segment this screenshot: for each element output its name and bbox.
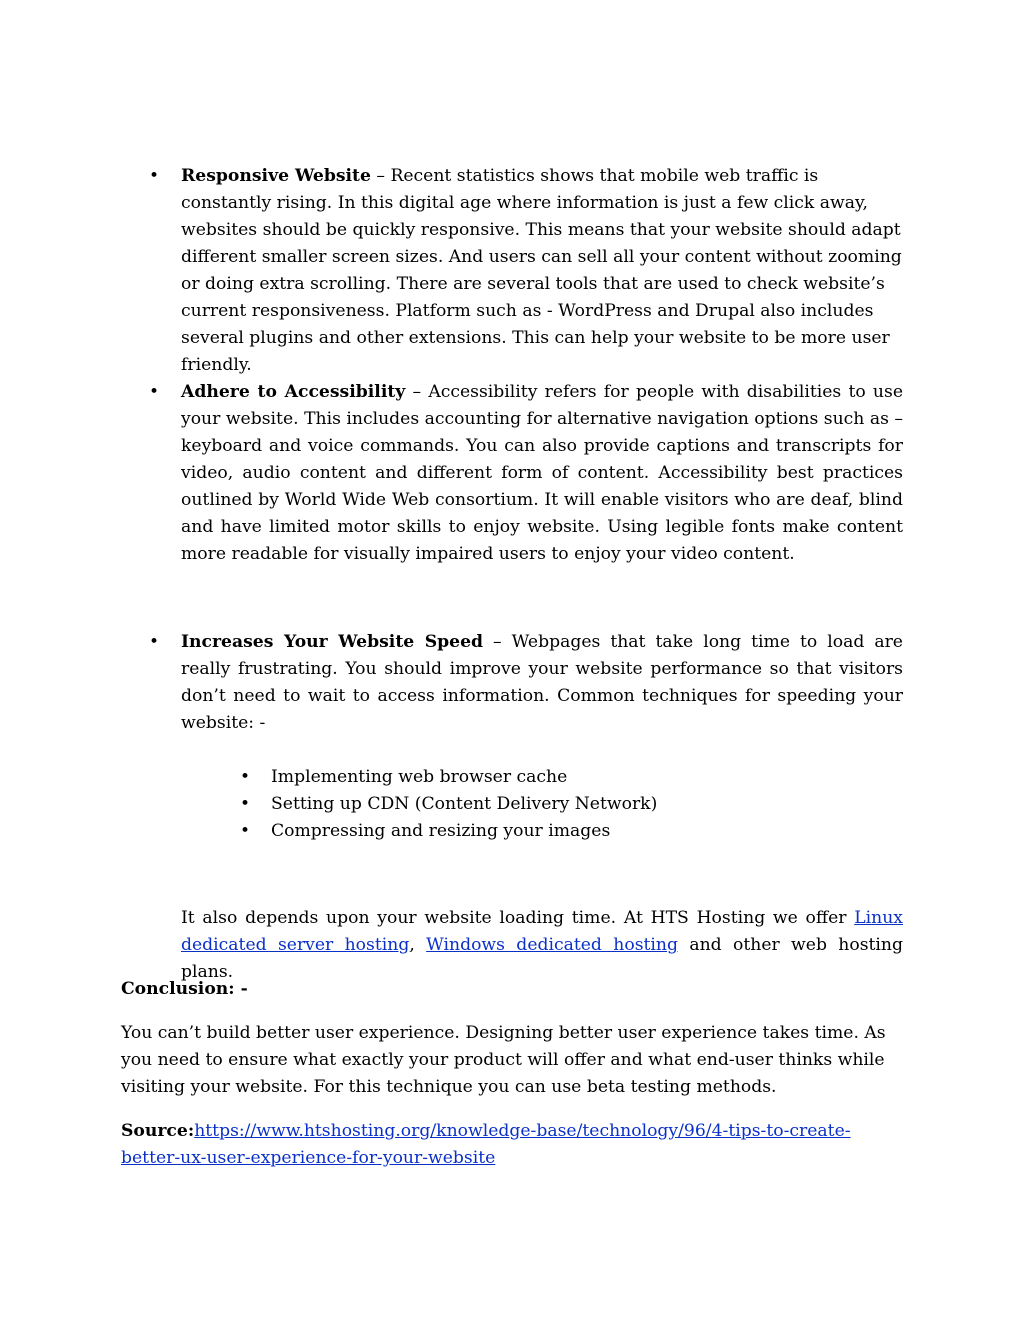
conclusion-heading: Conclusion: - (121, 979, 248, 999)
sub-bullet-item: Setting up CDN (Content Delivery Network) (271, 794, 658, 814)
source-line (121, 1118, 881, 1172)
windows-dedicated-hosting-link[interactable]: Windows dedicated hosting (426, 935, 678, 955)
bullet-text: – Recent statistics shows that mobile web traffic is constantly rising. In this digital age where information is just a few click away, websites should be quickly responsive. This means that your website should adapt different smaller screen sizes. And users can sell all your content without zooming or doing extra scrolling. There are several tools that are used to check website’s current responsiveness. Platform such as - WordPress and Drupal also includes several plugins and other extensions. This can help your website to be more user friendly. (181, 166, 902, 375)
sub-bullet-item: Implementing web browser cache (271, 767, 568, 787)
source-url-link[interactable]: https://www.htshosting.org/knowledge-base/technology/96/4-tips-to-create-better-ux-user-experience-for-your-website (121, 1121, 851, 1168)
sub-bullet-marker: • (240, 794, 251, 814)
bullet-title: Increases Your Website Speed (181, 632, 484, 652)
bullet-marker: • (149, 166, 160, 186)
linux-dedicated-hosting-link[interactable]: Linux dedicated server hosting (181, 908, 903, 955)
hosting-text-between: , (409, 935, 427, 955)
bullet-website-speed (181, 629, 903, 737)
sub-bullet-marker: • (240, 767, 251, 787)
hosting-text-before: It also depends upon your website loading time. At HTS Hosting we offer (181, 908, 855, 928)
sub-bullet-item: Compressing and resizing your images (271, 821, 611, 841)
bullet-text: – Accessibility refers for people with disabilities to use your website. This includes accounting for alternative navigation options such as – keyboard and voice commands. You can also provide captions and transcripts for video, audio content and different form of content. Accessibility best practices outlined by World Wide Web consortium. It will enable visitors who are deaf, blind and have limited motor skills to enjoy website. Using legible fonts make content more readable for visually impaired users to enjoy your video content. (181, 382, 903, 564)
conclusion-text: You can’t build better user experience. Designing better user experience takes time. As you need to ensure what exactly your product will offer and what end-user thinks while visiting your website. For this technique you can use beta testing methods. (121, 1023, 886, 1097)
bullet-title: Adhere to Accessibility (181, 382, 406, 402)
bullet-title: Responsive Website (181, 166, 371, 186)
hosting-paragraph (181, 905, 903, 986)
bullet-adhere-accessibility (181, 379, 903, 568)
bullet-marker: • (149, 632, 160, 652)
bullet-text: – Webpages that take long time to load are really frustrating. You should improve your website performance so that visitors don’t need to wait to access information. Common techniques for speeding your website: - (181, 632, 903, 733)
sub-bullet-marker: • (240, 821, 251, 841)
bullet-marker: • (149, 382, 160, 402)
bullet-responsive-website (181, 163, 903, 379)
hosting-text-after: and other web hosting plans. (181, 935, 903, 982)
source-label: Source: (121, 1121, 195, 1141)
